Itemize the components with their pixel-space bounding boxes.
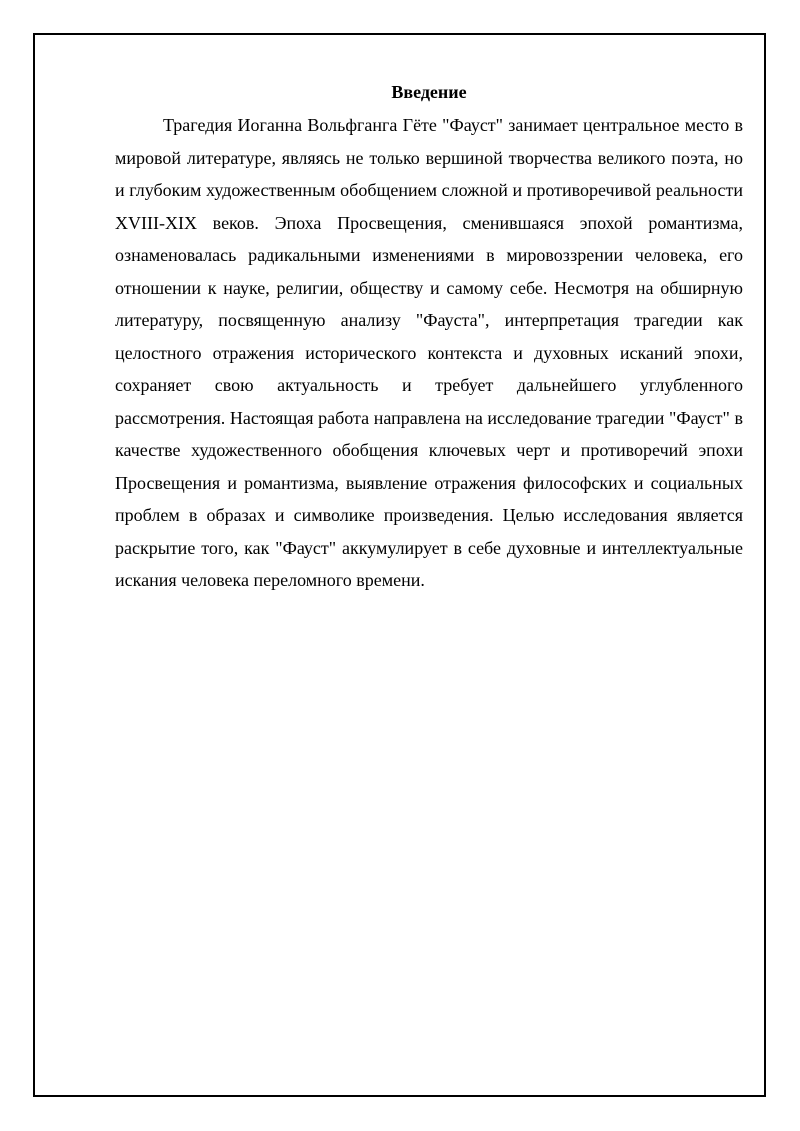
document-title: Введение [391, 82, 467, 102]
document-content [115, 78, 743, 597]
intro-paragraph: Трагедия Иоганна Вольфганга Гёте "Фауст" занимает центральное место в мировой литературе, являясь не только вершиной творчества великого поэта, но и глубоким художественным обобщением сложной и противоречивой реальности XVIII-XIX веков. Эпоха Просвещения, сменившаяся эпохой романтизма, ознаменовалась радикальными изменениями в мировоззрении человека, его отношении к науке, религии, обществу и самому себе. Несмотря на обширную литературу, посвященную анализу "Фауста", интерпретация трагедии как целостного отражения исторического контекста и духовных исканий эпохи, сохраняет свою актуальность и требует дальнейшего углубленного рассмотрения. Настоящая работа направлена на исследование трагедии "Фауст" в качестве художественного обобщения ключевых черт и противоречий эпохи Просвещения и романтизма, выявление отражения философских и социальных проблем в образах и символике произведения. Целью исследования является раскрытие того, как "Фауст" аккумулирует в себе духовные и интеллектуальные искания человека переломного времени. [115, 115, 743, 590]
page-frame [33, 33, 766, 1097]
